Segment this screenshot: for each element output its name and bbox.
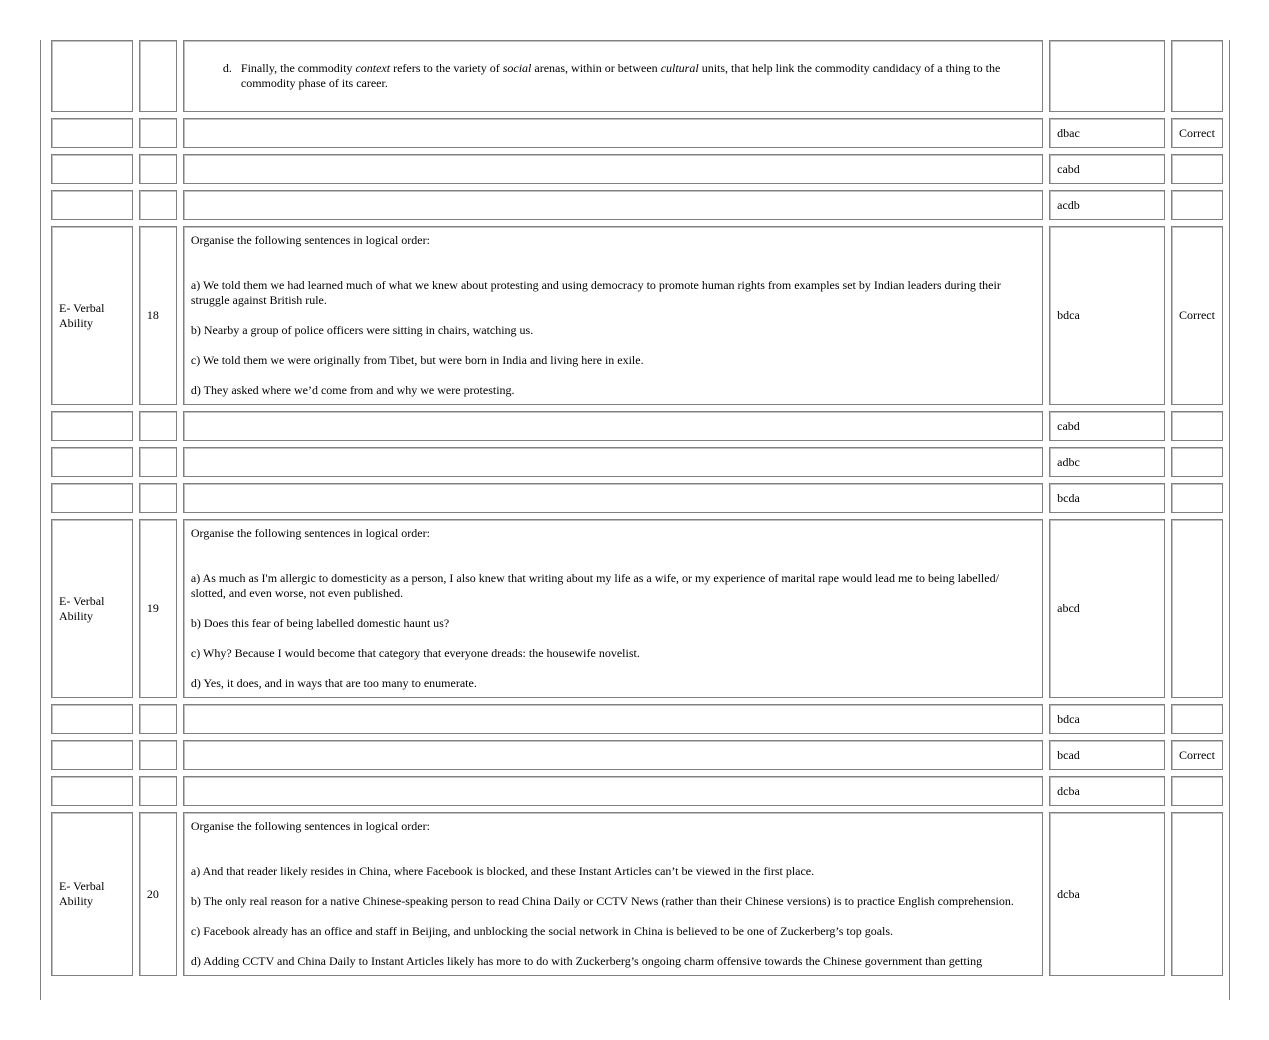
question-intro: Organise the following sentences in logical order:	[190, 526, 430, 540]
question-row	[51, 519, 1223, 698]
list-marker: d.	[222, 61, 232, 75]
question-cell	[183, 519, 1043, 698]
number-cell	[139, 447, 177, 477]
number-cell	[139, 776, 177, 806]
section-cell: E- Verbal Ability	[51, 812, 133, 976]
sentence-option: b) Does this fear of being labelled domestic haunt us?	[190, 616, 450, 630]
result-cell	[1171, 812, 1223, 976]
result-cell	[1171, 190, 1223, 220]
result-cell	[1171, 40, 1223, 112]
section-cell: E- Verbal Ability	[51, 226, 133, 405]
question-cell	[183, 776, 1043, 806]
section-cell	[51, 447, 133, 477]
results-table	[45, 40, 1229, 982]
sentence-option: d) Adding CCTV and China Daily to Instant Articles likely has more to do with Zuckerberg’s ongoing charm offensive towards the Chinese government than getting	[190, 954, 983, 968]
question-cell	[183, 704, 1043, 734]
continuation-text	[241, 61, 1035, 91]
number-cell	[139, 40, 177, 112]
question-cell	[183, 483, 1043, 513]
section-cell	[51, 40, 133, 112]
result-cell	[1171, 447, 1223, 477]
emphasis-text: social	[502, 61, 532, 75]
answer-cell: abcd	[1049, 519, 1165, 698]
section-cell	[51, 740, 133, 770]
question-row	[51, 226, 1223, 405]
result-cell: Correct	[1171, 226, 1223, 405]
answer-cell: dcba	[1049, 776, 1165, 806]
result-cell	[1171, 483, 1223, 513]
table-row	[51, 447, 1223, 477]
question-cell	[183, 447, 1043, 477]
sentence-option: a) We told them we had learned much of what we knew about protesting and using democracy to promote human rights from examples set by Indian leaders during their struggle against British rule.	[190, 278, 1001, 307]
result-cell	[1171, 154, 1223, 184]
question-cell	[183, 190, 1043, 220]
sentence-option: c) We told them we were originally from Tibet, but were born in India and living here in exile.	[190, 353, 644, 367]
answer-cell: bcda	[1049, 483, 1165, 513]
section-cell	[51, 411, 133, 441]
emphasis-text: cultural	[660, 61, 699, 75]
answer-cell: acdb	[1049, 190, 1165, 220]
number-cell	[139, 740, 177, 770]
question-cell	[183, 411, 1043, 441]
text-run: refers to the variety of	[390, 61, 503, 75]
sentence-option: b) Nearby a group of police officers were sitting in chairs, watching us.	[190, 323, 534, 337]
number-cell	[139, 704, 177, 734]
question-intro: Organise the following sentences in logical order:	[190, 819, 430, 833]
number-cell	[139, 118, 177, 148]
sentence-option: d) They asked where we’d come from and why we were protesting.	[190, 383, 515, 397]
answer-cell	[1049, 40, 1165, 112]
continuation-row	[51, 40, 1223, 112]
section-cell	[51, 154, 133, 184]
text-run: units, that help link the commodity candidacy of a thing to the commodity phase of its career.	[240, 61, 1001, 90]
table-row	[51, 411, 1223, 441]
table-row	[51, 483, 1223, 513]
text-run: arenas, within or between	[531, 61, 661, 75]
question-cell	[183, 740, 1043, 770]
question-cell	[183, 118, 1043, 148]
number-cell: 18	[139, 226, 177, 405]
section-cell	[51, 118, 133, 148]
section-cell	[51, 704, 133, 734]
question-cell	[183, 154, 1043, 184]
sentence-option: a) And that reader likely resides in China, where Facebook is blocked, and these Instant Articles can’t be viewed in the first place.	[190, 864, 815, 878]
number-cell	[139, 483, 177, 513]
question-intro: Organise the following sentences in logical order:	[190, 233, 430, 247]
section-cell	[51, 776, 133, 806]
question-cell	[183, 812, 1043, 976]
table-row	[51, 740, 1223, 770]
emphasis-text: context	[355, 61, 391, 75]
question-cell	[183, 40, 1043, 112]
sentence-option: d) Yes, it does, and in ways that are too many to enumerate.	[190, 676, 477, 690]
answer-cell: cabd	[1049, 154, 1165, 184]
table-row	[51, 704, 1223, 734]
table-row	[51, 154, 1223, 184]
sentence-option: b) The only real reason for a native Chinese-speaking person to read China Daily or CCTV News (rather than their Chinese versions) is to practice English comprehension.	[190, 894, 1014, 908]
result-cell	[1171, 519, 1223, 698]
number-cell	[139, 154, 177, 184]
table-row	[51, 190, 1223, 220]
answer-cell: bdca	[1049, 704, 1165, 734]
list-item	[191, 61, 1035, 91]
section-cell	[51, 190, 133, 220]
number-cell	[139, 190, 177, 220]
answer-cell: dbac	[1049, 118, 1165, 148]
sentence-option: c) Why? Because I would become that category that everyone dreads: the housewife novelist.	[190, 646, 640, 660]
table-row	[51, 118, 1223, 148]
sentence-option: c) Facebook already has an office and staff in Beijing, and unblocking the social network in China is believed to be one of Zuckerberg’s top goals.	[190, 924, 894, 938]
answer-cell: adbc	[1049, 447, 1165, 477]
result-cell: Correct	[1171, 118, 1223, 148]
text-run: Finally, the commodity	[240, 61, 356, 75]
answer-cell: dcba	[1049, 812, 1165, 976]
table-row	[51, 776, 1223, 806]
document-frame	[40, 40, 1230, 1000]
result-cell: Correct	[1171, 740, 1223, 770]
number-cell: 20	[139, 812, 177, 976]
section-cell: E- Verbal Ability	[51, 519, 133, 698]
result-cell	[1171, 704, 1223, 734]
number-cell: 19	[139, 519, 177, 698]
result-cell	[1171, 776, 1223, 806]
answer-cell: bdca	[1049, 226, 1165, 405]
section-cell	[51, 483, 133, 513]
number-cell	[139, 411, 177, 441]
question-row	[51, 812, 1223, 976]
question-cell	[183, 226, 1043, 405]
answer-cell: cabd	[1049, 411, 1165, 441]
result-cell	[1171, 411, 1223, 441]
answer-cell: bcad	[1049, 740, 1165, 770]
sentence-option: a) As much as I'm allergic to domesticity as a person, I also knew that writing about my life as a wife, or my experience of marital rape would lead me to being labelled/ slotted, and even worse, not even published.	[190, 571, 999, 600]
